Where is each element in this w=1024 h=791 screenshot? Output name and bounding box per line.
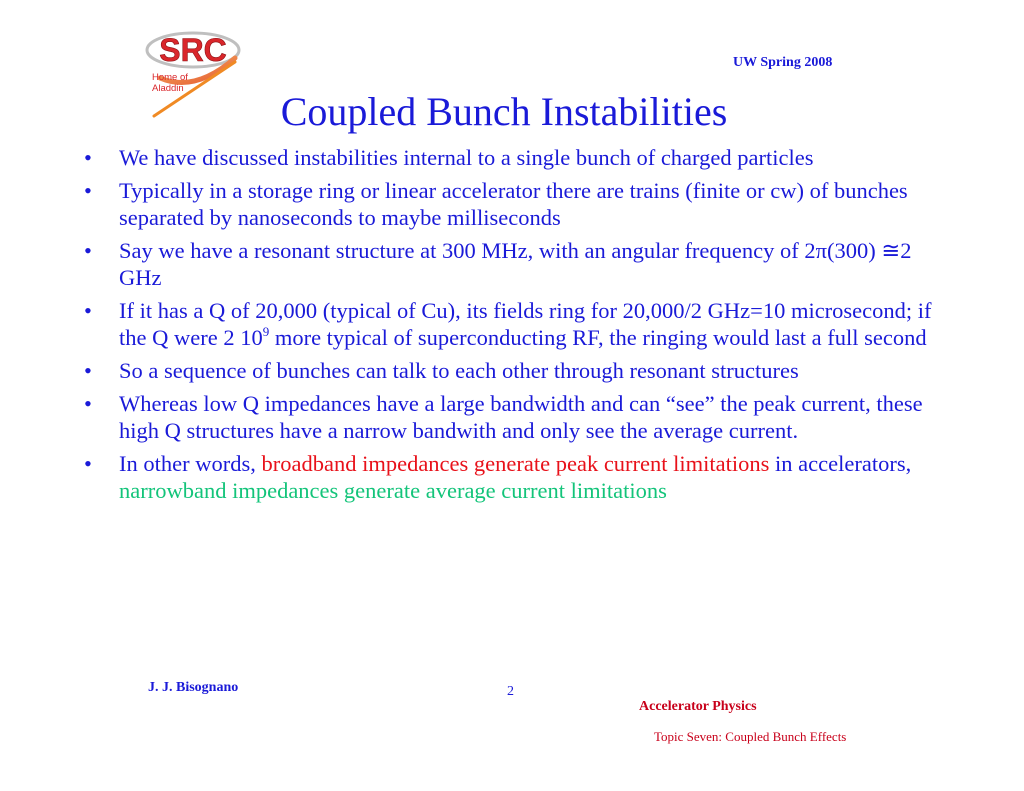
bullet-marker: • — [84, 145, 92, 170]
logo-subtext-2: Aladdin — [152, 83, 184, 94]
logo-subtext-1: Home of — [152, 72, 188, 83]
bullet-text: Typically in a storage ring or linear accelerator there are trains (finite or cw) of bunches separated by nanoseconds to maybe milliseconds — [119, 178, 908, 230]
bullet-item — [82, 177, 932, 231]
logo-text: SRC — [159, 32, 227, 68]
footer-author: J. J. Bisognano — [148, 680, 239, 695]
page-number: 2 — [507, 684, 514, 699]
bullet-text-middle: in accelerators, — [769, 451, 912, 476]
bullet-marker: • — [84, 178, 92, 203]
footer-topic: Topic Seven: Coupled Bunch Effects — [654, 729, 847, 744]
bullet-marker: • — [84, 391, 92, 416]
bullet-list — [82, 144, 932, 510]
bullet-item — [82, 237, 932, 291]
bullet-marker: • — [84, 358, 92, 383]
bullet-marker: • — [84, 451, 92, 476]
slide-title: Coupled Bunch Instabilities — [280, 89, 728, 134]
bullet-marker: • — [84, 238, 92, 263]
bullet-text: Say we have a resonant structure at 300 MHz, with an angular frequency of 2π(300) ≅2 GHz — [119, 238, 912, 290]
broadband-highlight: broadband impedances generate peak current limitations — [261, 451, 770, 476]
bullet-item — [82, 144, 932, 171]
bullet-text-before: If it has a Q of 20,000 (typical of Cu), its fields ring for 20,000/2 GHz=10 microsecond; if the Q were 2 10 — [119, 298, 932, 350]
bullet-text: Whereas low Q impedances have a large bandwidth and can “see” the peak current, these high Q structures have a narrow bandwith and only see the average current. — [119, 391, 923, 443]
bullet-text-after: more typical of superconducting RF, the ringing would last a full second — [269, 325, 927, 350]
bullet-text: So a sequence of bunches can talk to each other through resonant structures — [119, 358, 799, 383]
bullet-text: We have discussed instabilities internal to a single bunch of charged particles — [119, 145, 814, 170]
bullet-item — [82, 450, 932, 504]
bullet-item — [82, 357, 932, 384]
footer-course: Accelerator Physics — [639, 699, 757, 714]
course-term: UW Spring 2008 — [733, 55, 833, 70]
bullet-marker: • — [84, 298, 92, 323]
narrowband-highlight: narrowband impedances generate average current limitations — [119, 478, 667, 503]
bullet-text-intro: In other words, — [119, 451, 262, 476]
bullet-item — [82, 297, 932, 351]
bullet-item — [82, 390, 932, 444]
bullet-superscript: 9 — [262, 324, 270, 339]
